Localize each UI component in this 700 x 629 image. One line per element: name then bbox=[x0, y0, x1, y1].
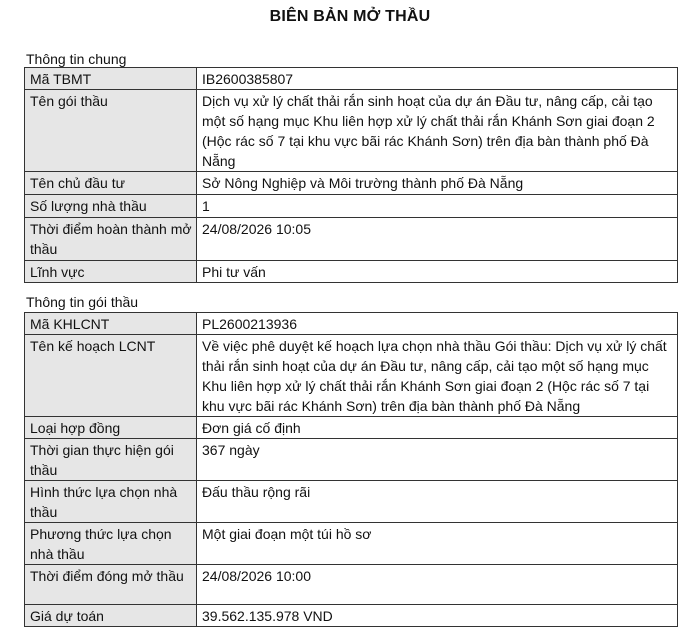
table-row bbox=[25, 565, 678, 605]
row-label: Mã KHLCNT bbox=[25, 313, 197, 335]
table-row bbox=[25, 417, 678, 439]
row-value: 24/08/2026 10:05 bbox=[197, 218, 678, 261]
row-label: Thời điểm đóng mở thầu bbox=[25, 565, 197, 605]
section-heading-package: Thông tin gói thầu bbox=[26, 294, 139, 310]
row-label: Phương thức lựa chọn nhà thầu bbox=[25, 523, 197, 565]
table-row bbox=[25, 313, 678, 335]
row-label: Thời điểm hoàn thành mở thầu bbox=[25, 218, 197, 261]
row-label: Hình thức lựa chọn nhà thầu bbox=[25, 481, 197, 523]
table-row bbox=[25, 605, 678, 627]
table-row bbox=[25, 439, 678, 481]
row-label: Lĩnh vực bbox=[25, 261, 197, 283]
row-value: Đơn giá cố định bbox=[197, 417, 678, 439]
table-row bbox=[25, 481, 678, 523]
row-value: Một giai đoạn một túi hồ sơ bbox=[197, 523, 678, 565]
row-label: Mã TBMT bbox=[25, 68, 197, 90]
row-label: Loại hợp đồng bbox=[25, 417, 197, 439]
row-label: Thời gian thực hiện gói thầu bbox=[25, 439, 197, 481]
row-value: 24/08/2026 10:00 bbox=[197, 565, 678, 605]
table-row bbox=[25, 68, 678, 90]
package-info-table bbox=[24, 312, 678, 627]
table-row bbox=[25, 195, 678, 218]
table-row bbox=[25, 90, 678, 172]
table-row bbox=[25, 172, 678, 195]
row-value: Đấu thầu rộng rãi bbox=[197, 481, 678, 523]
row-value: Sở Nông Nghiệp và Môi trường thành phố Đà Nẵng bbox=[197, 172, 678, 195]
row-value: PL2600213936 bbox=[197, 313, 678, 335]
table-row bbox=[25, 335, 678, 417]
row-label: Tên chủ đầu tư bbox=[25, 172, 197, 195]
row-value: 39.562.135.978 VND bbox=[197, 605, 678, 627]
row-value: 367 ngày bbox=[197, 439, 678, 481]
row-label: Giá dự toán bbox=[25, 605, 197, 627]
row-value: Phi tư vấn bbox=[197, 261, 678, 283]
table-row bbox=[25, 523, 678, 565]
row-value: 1 bbox=[197, 195, 678, 218]
general-info-table bbox=[24, 67, 678, 283]
row-value: IB2600385807 bbox=[197, 68, 678, 90]
section-heading-general: Thông tin chung bbox=[26, 51, 127, 67]
document-title: BIÊN BẢN MỞ THẦU bbox=[269, 8, 431, 25]
row-value: Về việc phê duyệt kế hoạch lựa chọn nhà thầu Gói thầu: Dịch vụ xử lý chất thải rắn sinh hoạt của dự án Đầu tư, nâng cấp, cải tạo một số hạng mục Khu liên hợp xử lý chất thải rắn Khánh Sơn giai đoạn 2 (Hộc rác số 7 tại khu vực bãi rác Khánh Sơn) trên địa bàn thành phố Đà Nẵng bbox=[197, 335, 678, 417]
row-label: Số lượng nhà thầu bbox=[25, 195, 197, 218]
row-value: Dịch vụ xử lý chất thải rắn sinh hoạt của dự án Đầu tư, nâng cấp, cải tạo một số hạng mục Khu liên hợp xử lý chất thải rắn Khánh Sơn giai đoạn 2 (Hộc rác số 7 tại khu vực bãi rác Khánh Sơn) trên địa bàn thành phố Đà Nẵng bbox=[197, 90, 678, 172]
table-row bbox=[25, 261, 678, 283]
table-row bbox=[25, 218, 678, 261]
row-label: Tên gói thầu bbox=[25, 90, 197, 172]
row-label: Tên kế hoạch LCNT bbox=[25, 335, 197, 417]
